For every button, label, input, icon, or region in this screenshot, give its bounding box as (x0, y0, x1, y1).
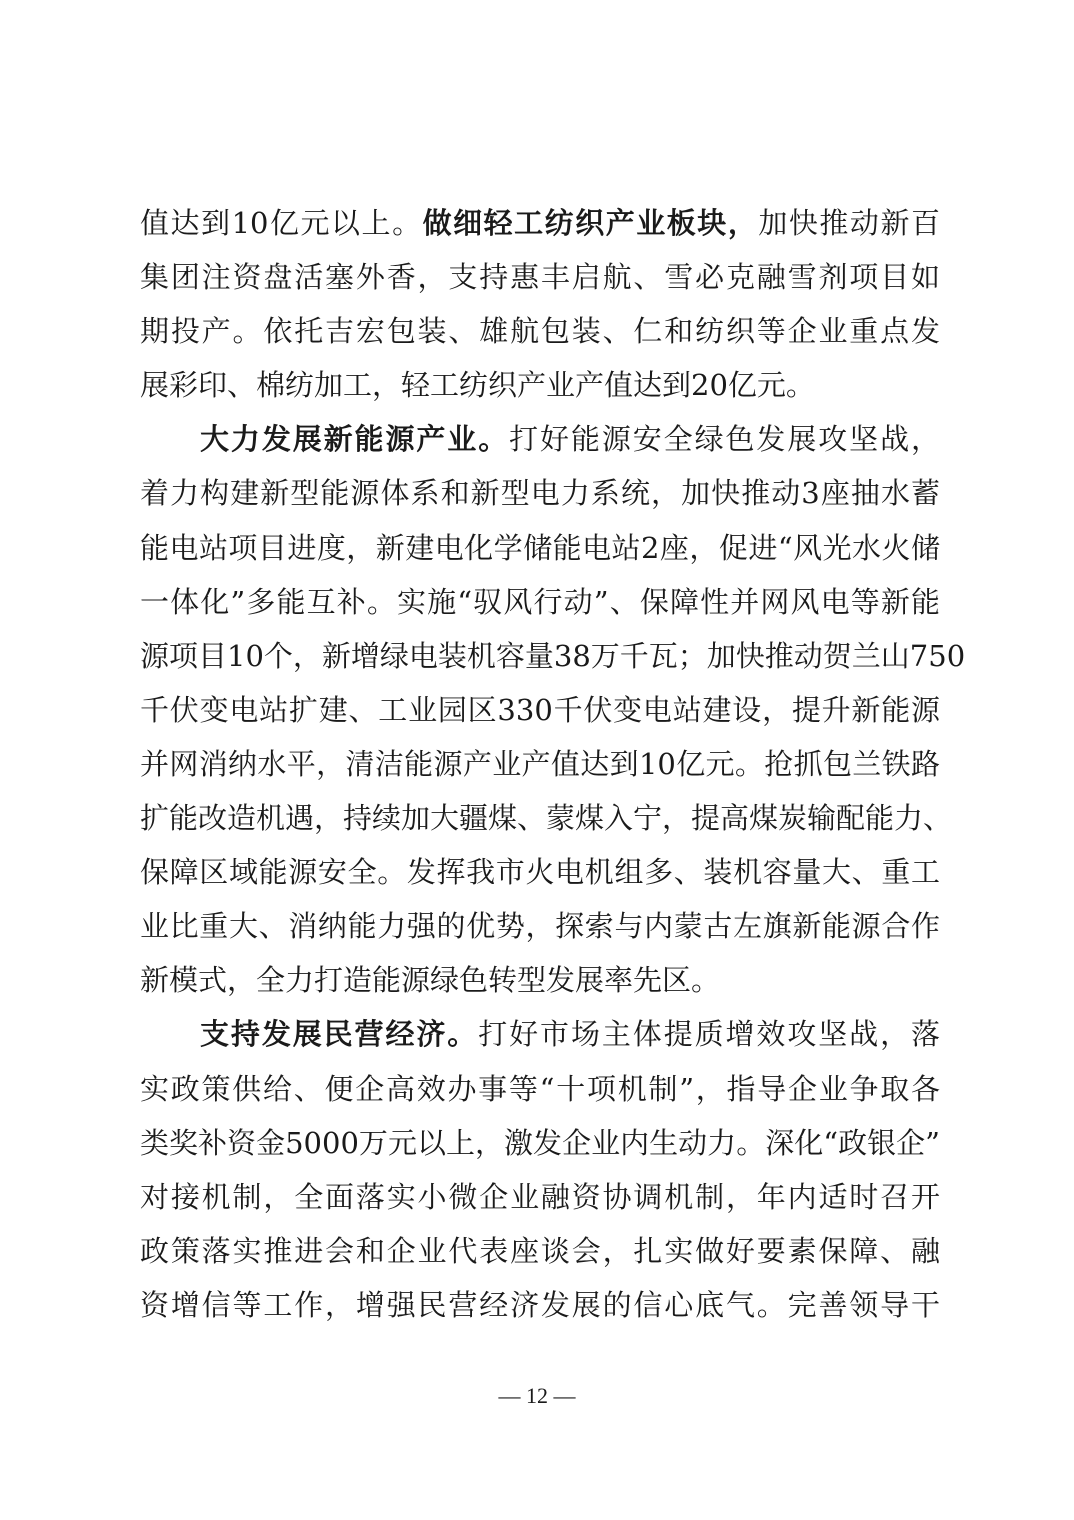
page-number: — 12 — (498, 1383, 576, 1408)
body-text: 政策落实推进会和企业代表座谈会，扎实做好要素保障、融 (140, 1233, 940, 1268)
text-line (140, 845, 940, 899)
body-text: 业比重大、消纳能力强的优势，探索与内蒙古左旗新能源合作 (140, 909, 940, 944)
text-line (140, 304, 940, 358)
text-line (140, 1170, 940, 1224)
body-text: 资增信等工作，增强民营经济发展的信心底气。完善领导干 (140, 1287, 940, 1322)
text-line (140, 629, 966, 683)
paragraph (140, 196, 940, 412)
body-text: 着力构建新型能源体系和新型电力系统，加快推动3座抽水蓄 (140, 476, 940, 511)
body-text: 类奖补资金5000万元以上，激发企业内生动力。深化“政银企” (140, 1125, 940, 1160)
text-line (140, 1007, 940, 1061)
body-text: 保障区域能源安全。发挥我市火电机组多、装机容量大、重工 (140, 855, 940, 890)
text-line (140, 1116, 940, 1170)
text-line (140, 1224, 940, 1278)
body-text: 展彩印、棉纺加工，轻工纺织产业产值达到20亿元。 (140, 368, 815, 403)
body-text: 加快推动新百 (758, 206, 940, 240)
document-body (140, 196, 966, 1332)
body-text: 并网消纳水平，清洁能源产业产值达到10亿元。抢抓包兰铁路 (140, 746, 940, 781)
text-line (140, 412, 940, 466)
text-line (140, 196, 940, 250)
paragraph (140, 1007, 940, 1332)
bold-heading-text: 大力发展新能源产业。 (200, 422, 510, 457)
body-text: 期投产。依托吉宏包装、雄航包装、仁和纺织等企业重点发 (140, 314, 940, 349)
text-line (140, 466, 940, 520)
text-line (140, 737, 940, 791)
paragraph (140, 412, 966, 1007)
body-text: 实政策供给、便企高效办事等“十项机制”，指导企业争取各 (140, 1071, 940, 1106)
text-line (140, 250, 940, 304)
body-text: 集团注资盘活塞外香，支持惠丰启航、雪必克融雪剂项目如 (140, 260, 940, 295)
body-text: 一体化”多能互补。实施“驭风行动”、保障性并网风电等新能 (140, 584, 940, 619)
bold-heading-text: 支持发展民营经济。 (200, 1017, 479, 1052)
text-line (140, 683, 940, 737)
body-text: 千伏变电站扩建、工业园区330千伏变电站建设，提升新能源 (140, 692, 940, 727)
body-text: 打好市场主体提质增效攻坚战，落 (478, 1017, 940, 1052)
text-line (140, 521, 940, 575)
text-line (140, 791, 953, 845)
body-text: 值达到10亿元以上。 (140, 206, 423, 240)
body-text: 打好能源安全绿色发展攻坚战， (509, 422, 940, 457)
text-line (140, 358, 940, 412)
bold-heading-text: 做细轻工纺织产业板块， (422, 206, 759, 240)
text-line (140, 1062, 940, 1116)
body-text: 新模式，全力打造能源绿色转型发展率先区。 (140, 963, 721, 998)
body-text: 对接机制，全面落实小微企业融资协调机制，年内适时召开 (140, 1179, 940, 1214)
body-text: 能电站项目进度，新建电化学储能电站2座，促进“风光水火储 (140, 530, 940, 565)
text-line (140, 1278, 940, 1332)
body-text: 源项目10个，新增绿电装机容量38万千瓦；加快推动贺兰山750 (140, 638, 966, 673)
text-line (140, 575, 940, 629)
text-line (140, 899, 940, 953)
text-line (140, 953, 940, 1007)
body-text: 扩能改造机遇，持续加大疆煤、蒙煤入宁，提高煤炭输配能力、 (140, 801, 953, 836)
